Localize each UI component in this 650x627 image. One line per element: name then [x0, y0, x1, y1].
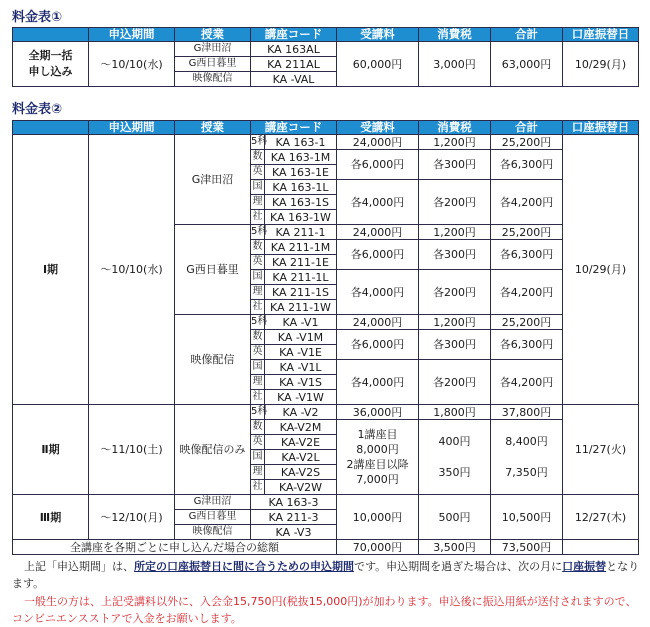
- total: 63,000円: [491, 42, 563, 87]
- summary-tax: 3,500円: [419, 540, 491, 555]
- subject: 国: [251, 450, 265, 465]
- tax: 500円: [419, 495, 491, 540]
- header-fee: 受講料: [337, 28, 419, 42]
- course-code: KA -V3: [251, 525, 337, 540]
- fee: 各4,000円: [337, 360, 419, 405]
- tax: 1,800円: [419, 405, 491, 420]
- term-2-debit-date: 11/27(火): [563, 405, 639, 495]
- subject: 英: [251, 435, 265, 450]
- header-class: 授業: [175, 28, 251, 42]
- course-code: KA -V1S: [265, 375, 337, 390]
- term-2-tax: [419, 420, 491, 495]
- campus: G西日暮里: [175, 57, 251, 72]
- tax: 1,200円: [419, 225, 491, 240]
- header-tax: 消費税: [419, 121, 491, 135]
- term-3-label: Ⅲ期: [13, 495, 89, 540]
- tax: 1,200円: [419, 315, 491, 330]
- course-code: KA-V2L: [265, 450, 337, 465]
- course-code: KA -V1W: [265, 390, 337, 405]
- course-code: KA 163-1M: [265, 150, 337, 165]
- course-code: KA 211-1S: [265, 285, 337, 300]
- fee: 各4,000円: [337, 180, 419, 225]
- subject: 数: [251, 330, 265, 345]
- header-total: 合計: [491, 28, 563, 42]
- fee: 各6,000円: [337, 240, 419, 270]
- period-all-line1: 全期一括: [28, 49, 73, 62]
- subject: 理: [251, 375, 265, 390]
- fee: 24,000円: [337, 315, 419, 330]
- note-1-a: 上記「申込期間」は、: [24, 560, 134, 573]
- course-code: KA 211-3: [251, 510, 337, 525]
- term-2-label: Ⅱ期: [13, 405, 89, 495]
- fee-first: 8,000円: [356, 443, 399, 456]
- tax: 3,000円: [419, 42, 491, 87]
- fee-table-1-title: 料金表①: [12, 10, 63, 25]
- fee-table-1: [12, 27, 639, 87]
- header-tax: 消費税: [419, 28, 491, 42]
- total: 各6,300円: [491, 330, 563, 360]
- note-1-b: 所定の口座振替日に間に合うための申込期間: [134, 560, 354, 573]
- course-code: KA-V2E: [265, 435, 337, 450]
- total: 25,200円: [491, 315, 563, 330]
- subject: 社: [251, 210, 265, 225]
- term-1-label: Ⅰ期: [13, 135, 89, 405]
- campus: G西日暮里: [175, 510, 251, 525]
- term-1-campus: G西日暮里: [175, 225, 251, 315]
- subject: 英: [251, 165, 265, 180]
- subject: 5科: [251, 405, 265, 420]
- subject: 理: [251, 285, 265, 300]
- subject: 社: [251, 300, 265, 315]
- header-blank: [13, 121, 89, 135]
- term-1-debit-date: 10/29(月): [563, 135, 639, 405]
- total-next: 7,350円: [505, 466, 548, 479]
- summary-empty: [563, 540, 639, 555]
- period-all: [13, 42, 89, 87]
- subject: 数: [251, 150, 265, 165]
- fee: 24,000円: [337, 135, 419, 150]
- total-first: 8,400円: [505, 435, 548, 448]
- apply-period: ～10/10(水): [89, 42, 175, 87]
- course-code: KA -V2: [265, 405, 337, 420]
- course-code: KA 211-1E: [265, 255, 337, 270]
- fee-next: 7,000円: [356, 473, 399, 486]
- fee-table-2: [12, 120, 639, 555]
- course-code: KA 211-1W: [265, 300, 337, 315]
- course-code: KA 163-1S: [265, 195, 337, 210]
- course-code: KA -VAL: [251, 72, 337, 87]
- header-blank: [13, 28, 89, 42]
- header-apply-period: 申込期間: [89, 28, 175, 42]
- fee: 各4,000円: [337, 270, 419, 315]
- header-debit-date: 口座振替日: [563, 121, 639, 135]
- course-code: KA-V2W: [265, 480, 337, 495]
- subject: 数: [251, 240, 265, 255]
- term-2-total: [491, 420, 563, 495]
- total: 25,200円: [491, 225, 563, 240]
- fee: 各6,000円: [337, 330, 419, 360]
- tax: 各300円: [419, 330, 491, 360]
- note-apply-period: [12, 558, 640, 592]
- total: 各4,200円: [491, 270, 563, 315]
- fee-first-label: 1講座目: [357, 428, 398, 441]
- subject: 国: [251, 180, 265, 195]
- header-course-code: 講座コード: [251, 121, 337, 135]
- period-all-line2: 申し込み: [28, 65, 73, 78]
- course-code: KA 211AL: [251, 57, 337, 72]
- tax: 各200円: [419, 270, 491, 315]
- header-total: 合計: [491, 121, 563, 135]
- tax: 各300円: [419, 240, 491, 270]
- subject: 5科: [251, 135, 265, 150]
- term-3-debit-date: 12/27(木): [563, 495, 639, 540]
- term-2-fee: [337, 420, 419, 495]
- summary-fee: 70,000円: [337, 540, 419, 555]
- tax: 各300円: [419, 150, 491, 180]
- course-code: KA 211-1L: [265, 270, 337, 285]
- summary-total: 73,500円: [491, 540, 563, 555]
- header-class: 授業: [175, 121, 251, 135]
- course-code: KA 211-1: [265, 225, 337, 240]
- term-2-apply-period: ～11/10(土): [89, 405, 175, 495]
- tax: 各200円: [419, 180, 491, 225]
- fee: 10,000円: [337, 495, 419, 540]
- note-general-students: 一般生の方は、上記受講料以外に、入会金15,750円(税抜15,000円)が加わります。申込後に振込用紙が送付されますので、コンビニエンスストアで入金をお願いします。: [12, 595, 637, 625]
- course-code: KA 163-3: [251, 495, 337, 510]
- course-code: KA -V1M: [265, 330, 337, 345]
- note-1-c: です。申込期間を過ぎた場合は、次の月に: [354, 560, 563, 573]
- total: 各6,300円: [491, 150, 563, 180]
- course-code: KA -V1L: [265, 360, 337, 375]
- term-1-campus: G津田沼: [175, 135, 251, 225]
- campus: 映像配信: [175, 72, 251, 87]
- note-1-d: 口座振替: [562, 560, 607, 573]
- header-debit-date: 口座振替日: [563, 28, 639, 42]
- term-1-apply-period: ～10/10(水): [89, 135, 175, 405]
- tax: 1,200円: [419, 135, 491, 150]
- total: 各6,300円: [491, 240, 563, 270]
- fee-table-2-title: 料金表②: [12, 102, 63, 117]
- campus: 映像配信: [175, 525, 251, 540]
- fee: 各6,000円: [337, 150, 419, 180]
- term-1-campus: 映像配信: [175, 315, 251, 405]
- header-apply-period: 申込期間: [89, 121, 175, 135]
- course-code: KA 163-1W: [265, 210, 337, 225]
- subject: 英: [251, 255, 265, 270]
- course-code: KA -V1E: [265, 345, 337, 360]
- course-code: KA-V2M: [265, 420, 337, 435]
- course-code: KA 163-1: [265, 135, 337, 150]
- campus: G津田沼: [175, 42, 251, 57]
- header-fee: 受講料: [337, 121, 419, 135]
- subject: 5科: [251, 315, 265, 330]
- note-1-e: となります。: [12, 560, 640, 590]
- fee: 60,000円: [337, 42, 419, 87]
- course-code: KA-V2S: [265, 465, 337, 480]
- tax-first: 400円: [438, 435, 471, 448]
- course-code: KA 211-1M: [265, 240, 337, 255]
- subject: 社: [251, 390, 265, 405]
- subject: 数: [251, 420, 265, 435]
- term-2-campus: 映像配信のみ: [175, 405, 251, 495]
- total: 各4,200円: [491, 360, 563, 405]
- subject: 国: [251, 270, 265, 285]
- tax-next: 350円: [438, 466, 471, 479]
- total: 10,500円: [491, 495, 563, 540]
- course-code: KA 163-1E: [265, 165, 337, 180]
- course-code: KA 163-1L: [265, 180, 337, 195]
- total: 37,800円: [491, 405, 563, 420]
- fee: 24,000円: [337, 225, 419, 240]
- header-course-code: 講座コード: [251, 28, 337, 42]
- term-3-apply-period: ～12/10(月): [89, 495, 175, 540]
- course-code: KA 163AL: [251, 42, 337, 57]
- course-code: KA -V1: [265, 315, 337, 330]
- debit-date: 10/29(月): [563, 42, 639, 87]
- total: 各4,200円: [491, 180, 563, 225]
- subject: 理: [251, 195, 265, 210]
- campus: G津田沼: [175, 495, 251, 510]
- summary-label: 全講座を各期ごとに申し込んだ場合の総額: [13, 540, 337, 555]
- subject: 社: [251, 480, 265, 495]
- subject: 英: [251, 345, 265, 360]
- total: 25,200円: [491, 135, 563, 150]
- subject: 理: [251, 465, 265, 480]
- subject: 国: [251, 360, 265, 375]
- fee: 36,000円: [337, 405, 419, 420]
- fee-next-label: 2講座目以降: [346, 458, 409, 471]
- tax: 各200円: [419, 360, 491, 405]
- subject: 5科: [251, 225, 265, 240]
